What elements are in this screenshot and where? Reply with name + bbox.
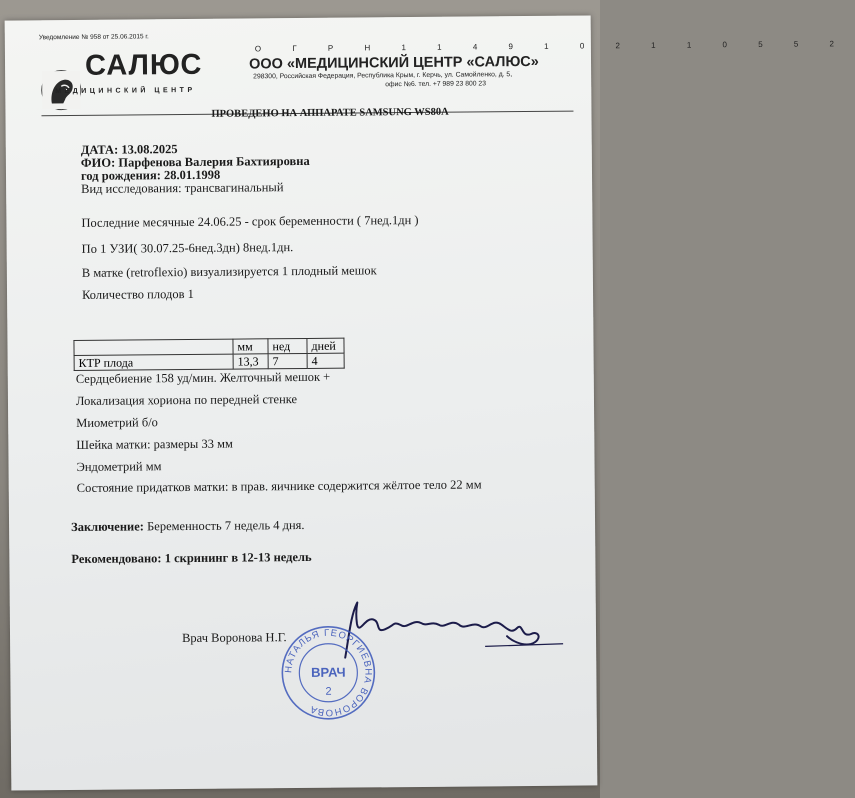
adnexa: Состояние придатков матки: в прав. яичнике содержится жёлтое тело 22 мм — [76, 477, 482, 495]
chorion-location: Локализация хориона по передней стенке — [75, 392, 298, 408]
heartbeat: Сердцебиение 158 уд/мин. Желточный мешок + — [75, 369, 331, 386]
device-line: ПРОВЕДЕНО НА АППАРАТЕ SAMSUNG WS80A — [211, 106, 449, 120]
notice-number: Уведомление № 958 от 25.06.2015 г. — [38, 33, 149, 42]
ogrn: О Г Р Н 1 1 4 9 1 0 2 1 1 0 5 5 2 — [254, 39, 849, 54]
conclusion-text: Беременность 7 недель 4 дня. — [146, 517, 305, 534]
myometrium: Миометрий б/о — [76, 415, 158, 430]
doctor-stamp-icon — [278, 622, 379, 723]
address-line-1: 298300, Российская Федерация, Республика Крым, г. Керчь, ул. Самойленко, д. 5, — [253, 71, 513, 81]
cervix: Шейка матки: размеры 33 мм — [76, 436, 233, 452]
recommendation — [71, 550, 311, 567]
address-line-2: офис №6. тел. +7 989 23 800 23 — [385, 80, 487, 89]
exam-date: ДАТА: 13.08.2025 — [80, 142, 178, 157]
table-cell: 13,3 — [233, 354, 268, 369]
recommendation-text: 1 скрининг в 12-13 недель — [164, 549, 312, 566]
fetus-count: Количество плодов 1 — [81, 286, 194, 302]
ktr-table — [73, 338, 344, 371]
uterus-finding: В матке (retroflexio) визуализируется 1 плодный мешок — [81, 263, 377, 280]
table-header-cell: нед — [268, 338, 307, 353]
recommendation-label: Рекомендовано: — [71, 551, 162, 567]
doctor-name: Врач Воронова Н.Г. — [181, 630, 287, 646]
document-sheet — [5, 15, 849, 790]
svg-text:НАТАЛЬЯ ГЕОРГИЕВНА ВОРОНОВА: НАТАЛЬЯ ГЕОРГИЕВНА ВОРОНОВА — [283, 627, 374, 718]
company-name: ООО «МЕДИЦИНСКИЙ ЦЕНТР «САЛЮС» — [248, 53, 539, 73]
birth-year: год рождения: 28.01.1998 — [80, 167, 221, 183]
table-header-cell: дней — [307, 338, 344, 353]
table-row — [74, 353, 344, 370]
table-header-cell: мм — [233, 339, 268, 354]
conclusion-label: Заключение: — [71, 519, 144, 535]
brand-subtitle: МЕДИЦИНСКИЙ ЦЕНТР — [55, 86, 196, 96]
table-header-cell — [74, 339, 233, 355]
table-cell: КТР плода — [74, 354, 233, 370]
exam-type: Вид исследования: трансвагинальный — [81, 180, 284, 196]
table-cell: 7 — [268, 353, 307, 368]
patient-name: ФИО: Парфенова Валерия Бахтияровна — [80, 153, 310, 170]
table-cell: 4 — [307, 353, 344, 368]
brand-name: САЛЮС — [84, 48, 203, 82]
svg-text:ВРАЧ: ВРАЧ — [311, 664, 346, 680]
last-period: Последние месячные 24.06.25 - срок беременности ( 7нед.1дн ) — [81, 212, 419, 230]
endometrium: Эндометрий мм — [76, 459, 162, 474]
conclusion — [71, 518, 305, 535]
first-ultrasound: По 1 УЗИ( 30.07.25-6нед.3дн) 8нед.1дн. — [81, 240, 294, 256]
svg-text:2: 2 — [325, 685, 332, 698]
